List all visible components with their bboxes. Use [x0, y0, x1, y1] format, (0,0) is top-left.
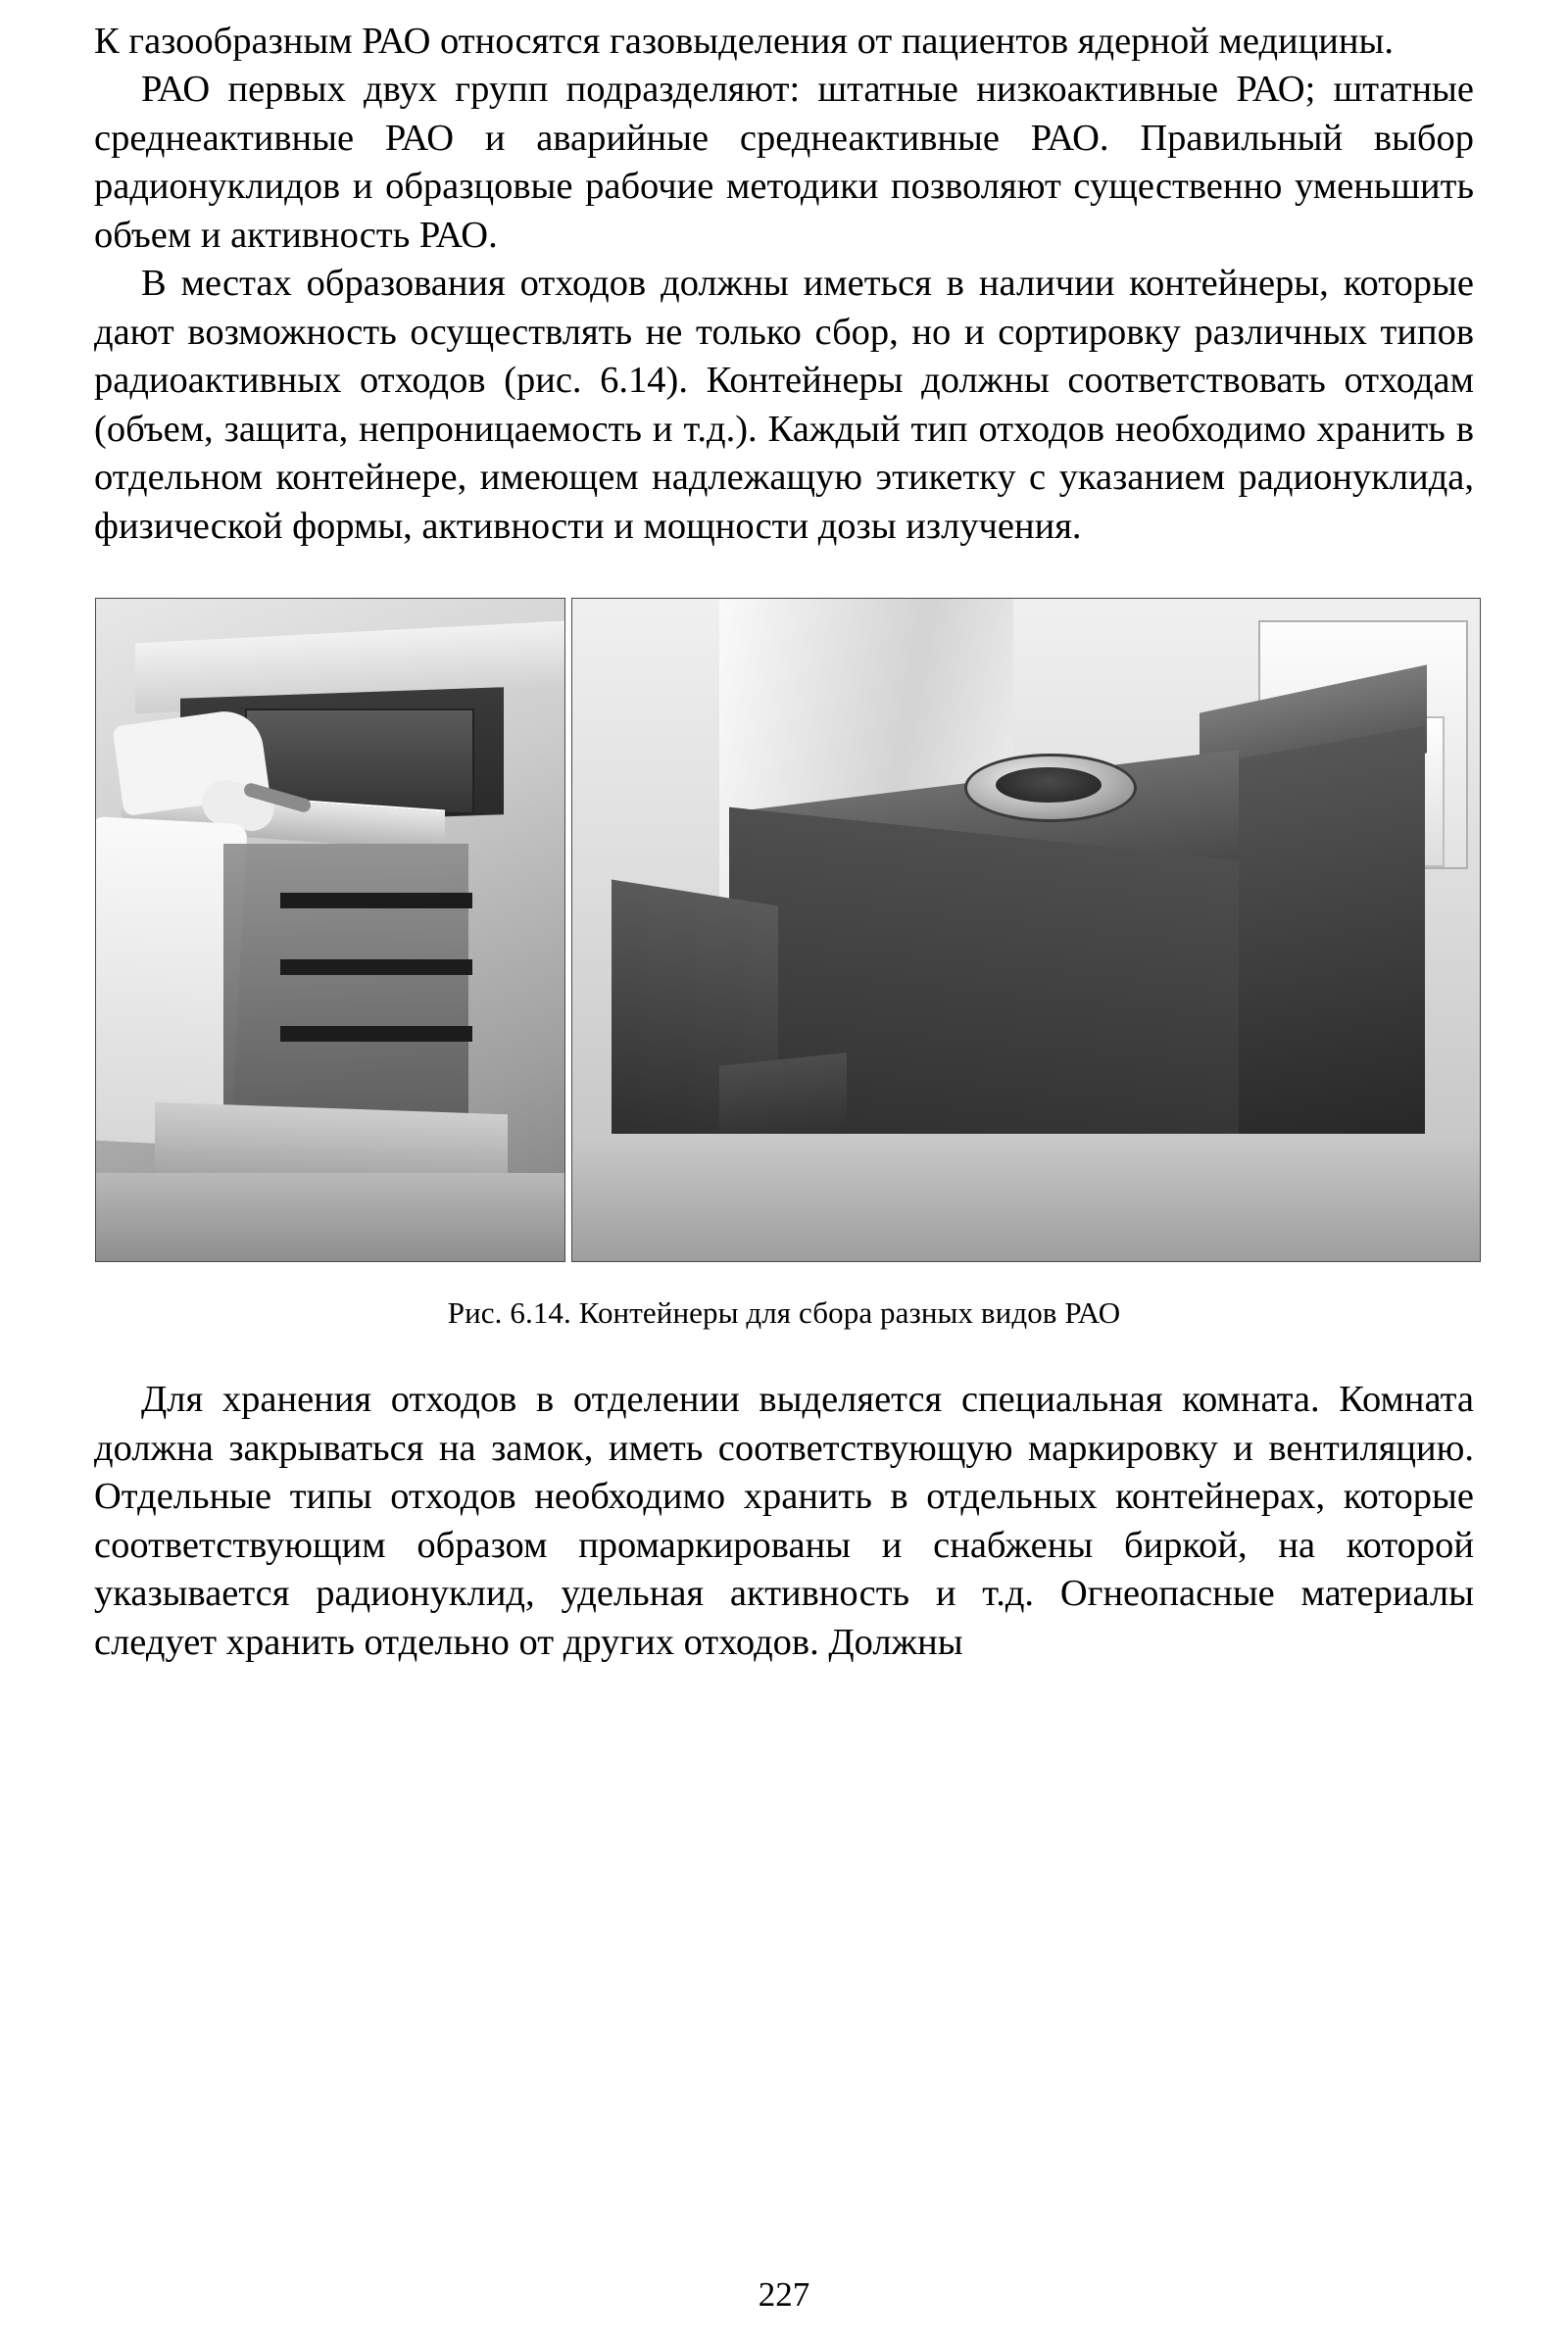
- figure-caption: Рис. 6.14. Контейнеры для сбора разных видов РАО: [447, 1295, 1121, 1331]
- figure-6-14: [94, 598, 1474, 1331]
- paragraph-2: РАО первых двух групп подразделяют: штатные низкоактивные РАО; штатные среднеактивные РАО и аварийные среднеактивные РАО. Правильный выбор радионуклидов и образцовые рабочие методики позволяют существенно уменьшить объем и активность РАО.: [94, 69, 1474, 256]
- figure-photo-right: [571, 598, 1481, 1262]
- figure-photo-left: [95, 598, 565, 1262]
- paragraph-1: К газообразным РАО относятся газовыделения от пациентов ядерной медицины.: [94, 21, 1394, 62]
- paragraph-4: Для хранения отходов в отделении выделяется специальная комната. Комната должна закрываться на замок, иметь соответствующую маркировку и вентиляцию. Отдельные типы отходов необходимо хранить в отдельных контейнерах, которые соответствующим образом промаркированы и снабжены биркой, на которой указывается радионуклид, удельная активность и т.д. Огнеопасные материалы следует хранить отдельно от других отходов. Должны: [94, 1379, 1474, 1663]
- figure-images: [94, 598, 1482, 1262]
- paragraph-3: В местах образования отходов должны иметься в наличии контейнеры, которые дают возможность осуществлять не только сбор, но и сортировку различных типов радиоактивных отходов (рис. 6.14). Контейнеры должны соответствовать отходам (объем, защита, непроницаемость и т.д.). Каждый тип отходов необходимо хранить в отдельном контейнере, имеющем надлежащую этикетку с указанием радионуклида, физической формы, активности и мощности дозы излучения.: [94, 263, 1474, 547]
- page-number: 227: [758, 2275, 810, 2314]
